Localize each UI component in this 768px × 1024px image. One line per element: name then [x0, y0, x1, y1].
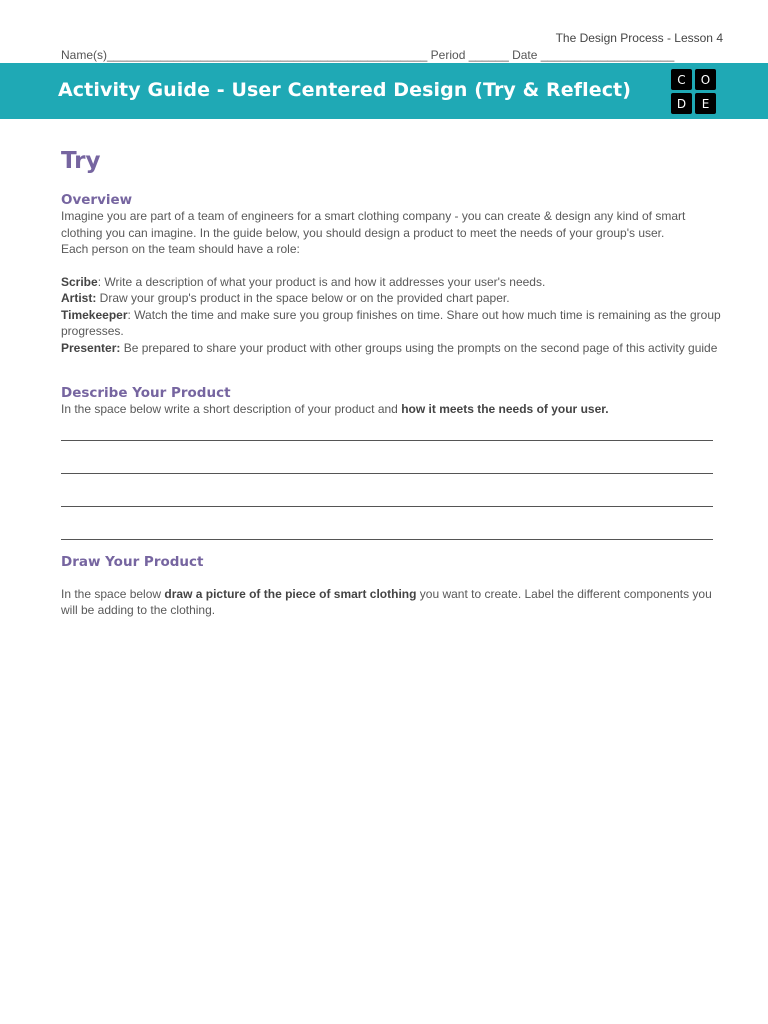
role-name: Scribe: [61, 274, 98, 289]
logo-letter: D: [671, 93, 692, 114]
draw-text: you want to create. Label the different components you will be adding to the clothing.: [61, 586, 712, 617]
role-text: Draw your group's product in the space below or on the provided chart paper.: [96, 291, 510, 305]
role-name: Artist:: [61, 291, 97, 305]
code-logo: [671, 69, 717, 115]
logo-letter: C: [671, 69, 692, 90]
describe-text: In the space below write a short description of your product and: [61, 402, 402, 416]
draw-text: In the space below: [61, 586, 165, 601]
overview-roles-intro: Each person on the team should have a role:: [61, 242, 300, 256]
answer-line[interactable]: [61, 506, 713, 507]
overview-intro: Imagine you are part of a team of engineers for a smart clothing company - you can create & design any kind of smart clothing you can imagine. In the guide below, you should design a product to meet the needs of your group's user.: [61, 209, 686, 240]
describe-heading: Describe Your Product: [61, 385, 231, 401]
draw-heading: Draw Your Product: [61, 553, 204, 570]
section-title-try: Try: [61, 148, 101, 174]
draw-bold-text: draw a picture of the piece of smart clothing: [164, 586, 417, 601]
describe-bold-text: how it meets the needs of your user.: [401, 402, 609, 416]
overview-heading: Overview: [61, 192, 133, 208]
role-artist: [61, 290, 721, 307]
role-text: Be prepared to share your product with other groups using the prompts on the second page of this activity guide: [120, 340, 718, 355]
role-name: Timekeeper: [61, 307, 128, 322]
main-content: [61, 148, 721, 959]
role-text: : Write a description of what your product is and how it addresses your user's needs.: [97, 274, 546, 289]
answer-line[interactable]: [61, 473, 713, 474]
name-period-date-line: Name(s)________________________________________________ Period ______ Date ____________________: [61, 48, 675, 62]
answer-line[interactable]: [61, 440, 713, 441]
role-timekeeper: [61, 307, 721, 340]
drawing-area[interactable]: [61, 619, 721, 959]
draw-instructions: [61, 586, 721, 619]
lesson-label: The Design Process - Lesson 4: [555, 31, 723, 45]
activity-guide-title: Activity Guide - User Centered Design (Try & Reflect): [58, 79, 632, 101]
role-name: Presenter:: [61, 340, 121, 355]
role-presenter: [61, 340, 721, 357]
title-banner: [0, 63, 768, 119]
answer-line[interactable]: [61, 539, 713, 540]
role-scribe: [61, 274, 721, 291]
role-text: : Watch the time and make sure you group finishes on time. Share out how much time is remaining as the group progresses.: [61, 307, 721, 338]
describe-instructions: [61, 401, 721, 418]
logo-letter: O: [695, 69, 716, 90]
logo-letter: E: [695, 93, 716, 114]
